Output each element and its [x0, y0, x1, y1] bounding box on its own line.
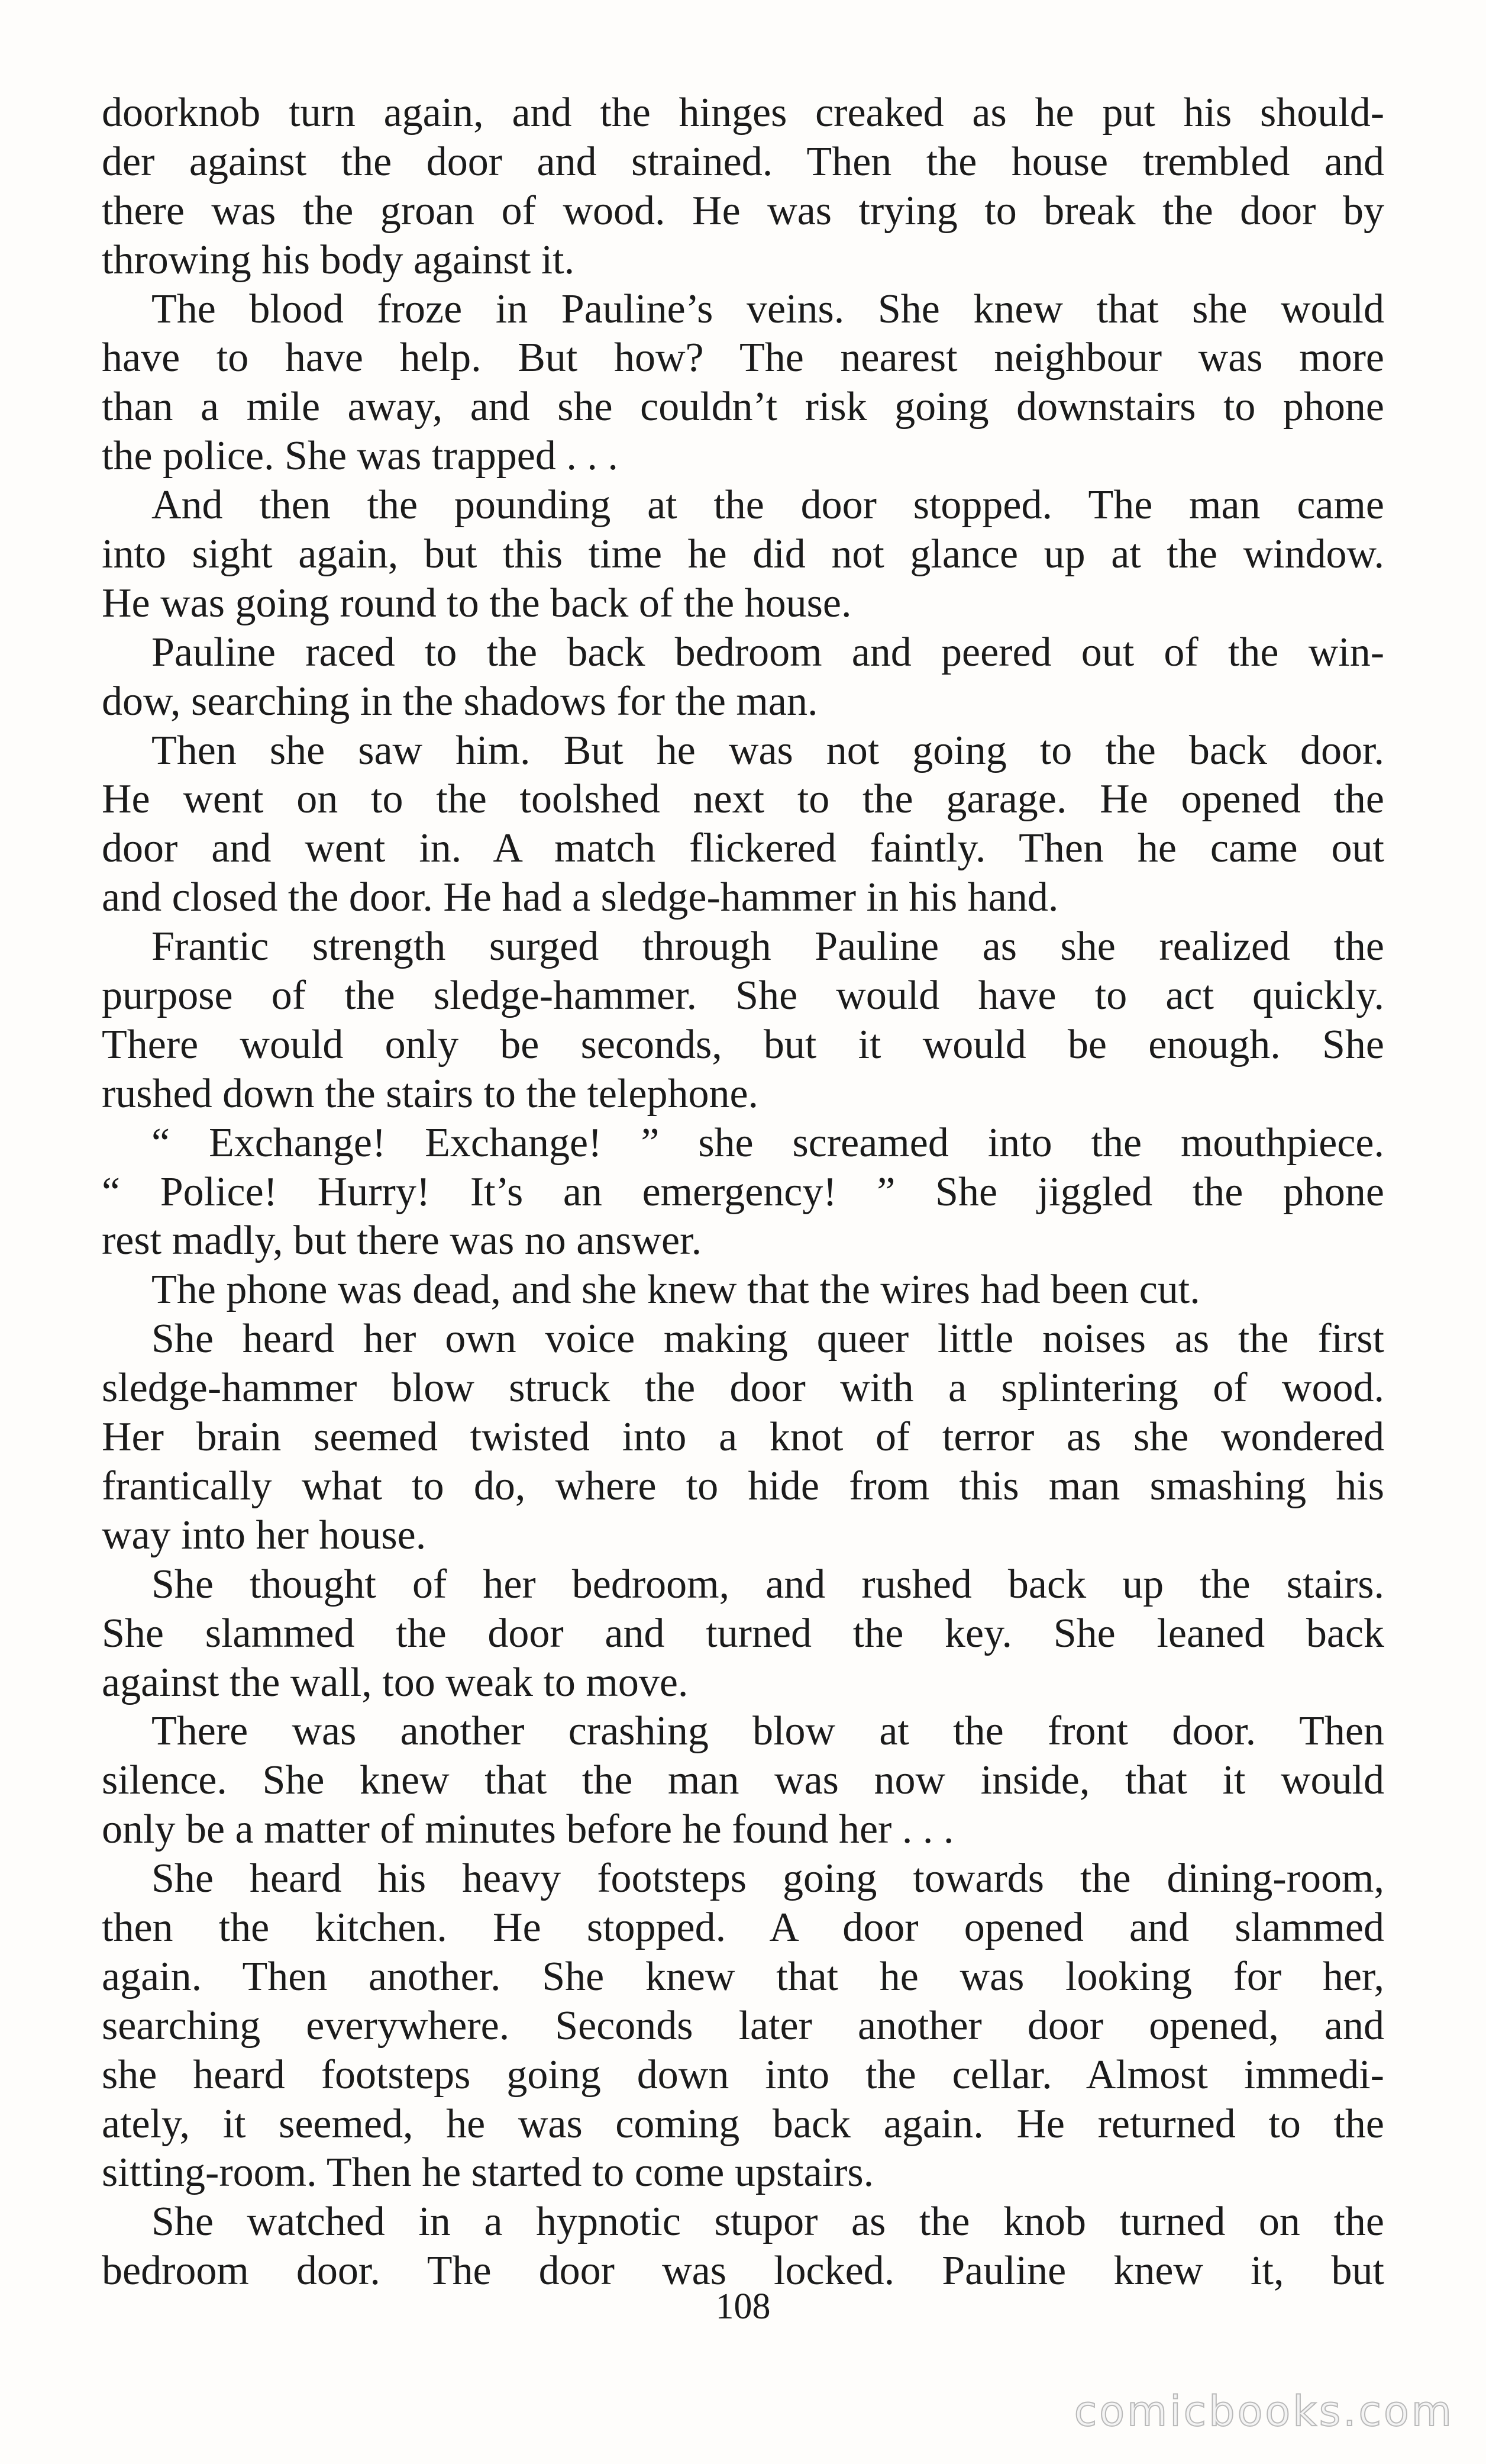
page-number: 108 — [715, 2286, 771, 2327]
watermark: comicbooks.com — [1074, 2387, 1454, 2436]
text-line: door and went in. A match flickered faintly. Then he came out — [102, 825, 1384, 872]
text-line: Then she saw him. But he was not going to the back door. — [151, 727, 1384, 773]
text-line: She thought of her bedroom, and rushed back up the stairs. — [151, 1561, 1384, 1607]
text-line: He was going round to the back of the house. — [102, 580, 852, 626]
text-line: He went on to the toolshed next to the garage. He opened the — [102, 776, 1384, 823]
text-line: there was the groan of wood. He was trying to break the door by — [102, 188, 1384, 234]
text-line: into sight again, but this time he did not glance up at the window. — [102, 531, 1384, 578]
text-line: She heard her own voice making queer little noises as the first — [151, 1316, 1384, 1362]
text-line: There was another crashing blow at the front door. Then — [151, 1708, 1384, 1755]
text-line: only be a matter of minutes before he found her . . . — [102, 1807, 954, 1853]
text-line: sledge-hammer blow struck the door with a splintering of wood. — [102, 1365, 1384, 1411]
text-line: frantically what to do, where to hide from this man smashing his — [102, 1463, 1384, 1509]
text-line: bedroom door. The door was locked. Pauline knew it, but — [102, 2248, 1384, 2294]
text-line: purpose of the sledge-hammer. She would have to act quickly. — [102, 973, 1384, 1019]
text-line: “ Exchange! Exchange! ” she screamed into the mouthpiece. — [151, 1120, 1384, 1166]
text-line: silence. She knew that the man was now inside, that it would — [102, 1757, 1384, 1804]
text-line: and closed the door. He had a sledge-hammer in his hand. — [102, 875, 1059, 921]
text-line: And then the pounding at the door stopped. The man came — [151, 482, 1384, 528]
text-line: dow, searching in the shadows for the man. — [102, 678, 818, 724]
text-line: way into her house. — [102, 1512, 427, 1558]
text-line: rest madly, but there was no answer. — [102, 1218, 702, 1264]
text-line: against the wall, too weak to move. — [102, 1659, 689, 1705]
body-text — [102, 89, 1384, 2296]
text-line: throwing his body against it. — [102, 237, 575, 283]
text-line: “ Police! Hurry! It’s an emergency! ” She jiggled the phone — [102, 1169, 1384, 1215]
text-line: have to have help. But how? The nearest neighbour was more — [102, 335, 1384, 381]
text-line: she heard footsteps going down into the cellar. Almost immedi- — [102, 2052, 1384, 2098]
text-line: ately, it seemed, he was coming back again. He returned to the — [102, 2101, 1384, 2147]
text-line: Her brain seemed twisted into a knot of terror as she wondered — [102, 1414, 1384, 1460]
text-line: the police. She was trapped . . . — [102, 433, 618, 479]
text-line: The phone was dead, and she knew that the wires had been cut. — [151, 1267, 1200, 1313]
text-line: then the kitchen. He stopped. A door opened and slammed — [102, 1904, 1384, 1950]
text-line: der against the door and strained. Then the house trembled and — [102, 138, 1384, 185]
text-line: rushed down the stairs to the telephone. — [102, 1070, 759, 1117]
text-line: There would only be seconds, but it would be enough. She — [102, 1021, 1384, 1067]
text-line: Pauline raced to the back bedroom and peered out of the win- — [151, 629, 1384, 675]
text-line: She heard his heavy footsteps going towards the dining-room, — [151, 1856, 1384, 1902]
text-line: The blood froze in Pauline’s veins. She knew that she would — [151, 286, 1384, 332]
text-line: searching everywhere. Seconds later another door opened, and — [102, 2002, 1384, 2049]
text-line: Frantic strength surged through Pauline as she realized the — [151, 924, 1384, 970]
text-line: again. Then another. She knew that he was looking for her, — [102, 1953, 1384, 1999]
text-line: than a mile away, and she couldn’t risk going downstairs to phone — [102, 384, 1384, 430]
text-line: doorknob turn again, and the hinges creaked as he put his should- — [102, 90, 1384, 136]
text-line: She watched in a hypnotic stupor as the knob turned on the — [151, 2199, 1384, 2245]
text-line: sitting-room. Then he started to come upstairs. — [102, 2150, 874, 2196]
text-line: She slammed the door and turned the key. She leaned back — [102, 1610, 1384, 1656]
